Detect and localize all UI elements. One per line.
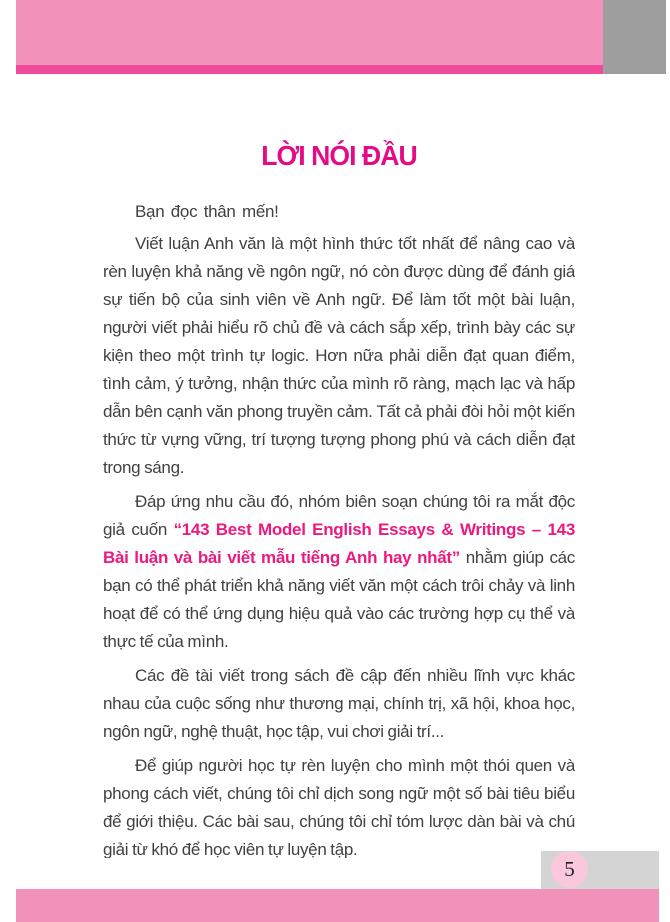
paragraph-intro: Viết luận Anh văn là một hình thức tốt nhất để nâng cao và rèn luyện khả năng về ngôn ngữ, nó còn được dùng để đánh giá sự tiến bộ của sinh viên về Anh ngữ. Để làm tốt một bài luận, người viết phải hiểu rõ chủ đề và cách sắp xếp, trình bày các sự kiện theo một trình tự logic. Hơn nữa phải diễn đạt quan điểm, tình cảm, ý tưởng, nhận thức của mình rõ ràng, mạch lạc và hấp dẫn bên cạnh văn phong truyền cảm. Tất cả phải đòi hỏi một kiến thức từ vựng vững, trí tượng tượng phong phú và cách diễn đạt trong sáng. (103, 234, 575, 477)
header-band (16, 0, 603, 65)
preface-text (103, 198, 575, 858)
paragraph-book (103, 488, 575, 656)
header-accent-strip (16, 65, 603, 74)
paragraph-book-after: nhằm giúp các bạn có thể phát triển khả năng viết văn một cách trôi chảy và linh hoạt để có thể ứng dụng hiệu quả vào các trường hợp cụ thể và thực tế của mình. (103, 548, 575, 651)
paragraph-book-before: Đáp ứng nhu cầu đó, nhóm biên soạn chúng tôi ra mắt độc giả cuốn (103, 492, 575, 539)
footer-band (16, 889, 659, 922)
page-number: 5 (564, 857, 575, 881)
book-title-highlight: “143 Best Model English Essays & Writings – 143 Bài luận và bài viết mẫu tiếng Anh hay nhất” (103, 520, 575, 567)
paragraph-topics: Các đề tài viết trong sách đề cập đến nhiều lĩnh vực khác nhau của cuộc sống như thương mại, chính trị, xã hội, khoa học, ngôn ngữ, nghệ thuật, học tập, vui chơi giải trí... (103, 666, 575, 741)
paragraph-method: Để giúp người học tự rèn luyện cho mình một thói quen và phong cách viết, chúng tôi chỉ dịch song ngữ một số bài tiêu biểu để giới thiệu. Các bài sau, chúng tôi chỉ tóm lược dàn bài và chú giải từ khó để học viên tự luyện tập. (103, 756, 575, 858)
page-title: LỜI NÓI ĐẦU (261, 140, 417, 171)
greeting-line: Bạn đọc thân mến! (135, 202, 279, 221)
page-number-badge (551, 851, 588, 888)
top-right-gray-block (603, 0, 666, 74)
